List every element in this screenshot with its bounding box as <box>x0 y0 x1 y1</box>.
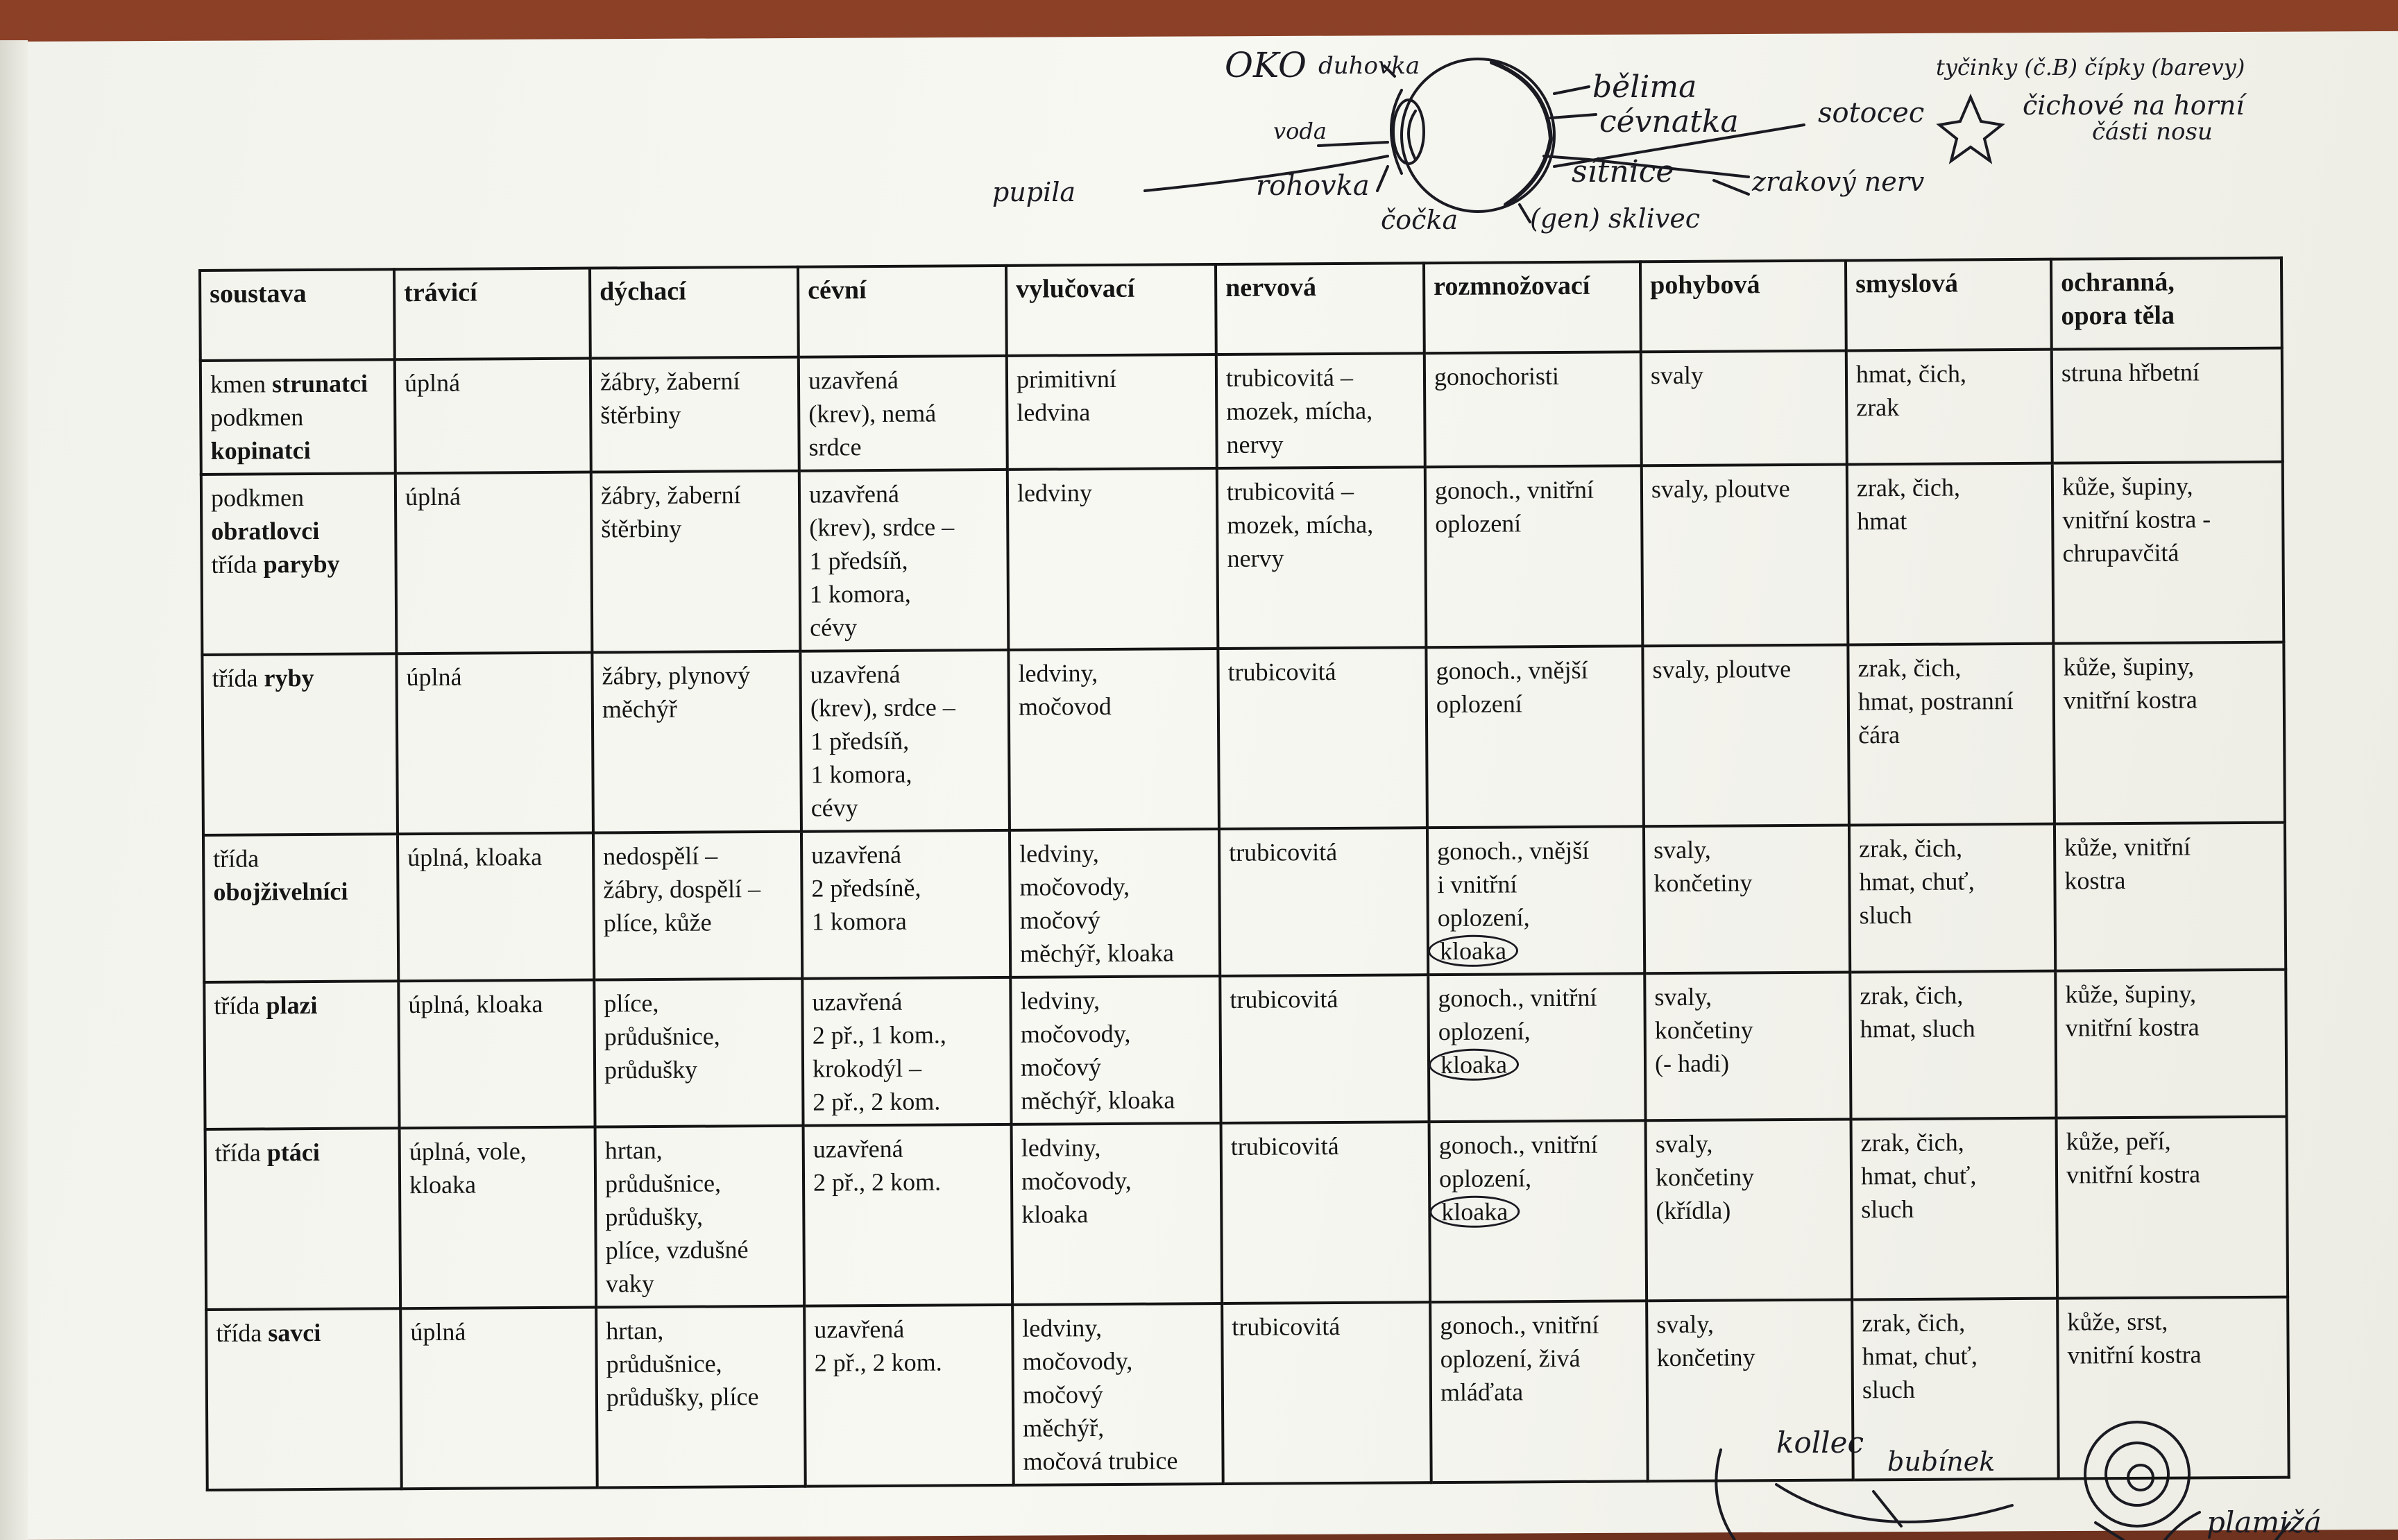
table-cell: žábry, plynový měchýř <box>592 651 801 833</box>
table-cell: úplná <box>396 653 593 835</box>
note-casti-nosu: části nosu <box>2092 118 2213 146</box>
table-cell: trubicovitá <box>1221 1122 1431 1303</box>
note-tycinky: tyčinky (č.B) čípky (barevy) <box>1936 54 2245 80</box>
eye-title: OKO <box>1225 45 1307 85</box>
ear-label-bubinek: bubínek <box>1887 1446 1996 1477</box>
circled-word: kloaka <box>1429 1048 1519 1081</box>
table-cell: kůže, šupiny, vnitřní kostra - chrupavčitá <box>2052 462 2284 644</box>
table-cell: zrak, čich, hmat, chuť, sluch <box>1849 824 2055 973</box>
header-cell: ochranná, opora těla <box>2051 258 2282 350</box>
table-cell: svaly, ploutve <box>1642 464 1848 646</box>
table-cell: uzavřená 2 př., 2 kom. <box>804 1305 1014 1487</box>
table-cell: uzavřená 2 př., 2 kom. <box>803 1124 1013 1306</box>
eye-label-sitnice: sítnice <box>1572 154 1674 189</box>
table-cell: plíce, průdušnice, průdušky <box>594 979 803 1127</box>
eye-label-duhovka: duhovka <box>1318 52 1420 80</box>
table-cell: hrtan, průdušnice, průdušky, plíce, vzdušné vaky <box>595 1126 805 1308</box>
header-cell: pohybová <box>1640 260 1846 352</box>
table-cell: kůže, peří, vnitřní kostra <box>2057 1117 2288 1299</box>
table-cell: svaly, končetiny (křídla) <box>1646 1119 1853 1301</box>
table-cell: svaly <box>1641 350 1847 465</box>
table-cell: kůže, vnitřní kostra <box>2055 823 2286 971</box>
table-cell: trubicovitá – mozek, mícha, nervy <box>1217 467 1427 649</box>
ear-label-plamiza: plamižá <box>2206 1505 2322 1539</box>
table-row <box>202 642 2285 835</box>
table-cell: úplná, kloaka <box>398 833 594 982</box>
table-header-row <box>200 258 2282 361</box>
eye-label-pupila: pupila <box>992 177 1076 207</box>
table-cell: kůže, srst, vnitřní kostra <box>2057 1297 2289 1479</box>
table-body <box>201 348 2289 1490</box>
table-cell: trubicovitá <box>1220 975 1429 1123</box>
table-cell: ledviny <box>1007 468 1218 650</box>
table-cell: gonoch., vnější oplození <box>1426 646 1644 828</box>
table-cell: gonoch., vnitřní oplození, kloaka <box>1429 1120 1647 1302</box>
circled-word: kloaka <box>1429 1195 1520 1228</box>
header-cell: smyslová <box>1846 259 2052 351</box>
table-cell: ledviny, močovody, močový měchýř, kloaka <box>1010 976 1221 1124</box>
header-cell: vylučovací <box>1006 264 1216 356</box>
table-cell: trubicovitá <box>1222 1302 1431 1484</box>
table-cell: svaly, končetiny <box>1644 825 1850 973</box>
table-cell: gonochoristi <box>1425 352 1642 467</box>
table-row <box>201 348 2283 474</box>
taxon-cell: podkmen obratlovci třída paryby <box>201 473 397 655</box>
table-cell: trubicovitá <box>1218 647 1427 829</box>
header-cell: nervová <box>1216 263 1425 354</box>
table-cell: gonoch., vnitřní oplození <box>1425 465 1643 647</box>
table-row <box>203 823 2286 982</box>
table-cell: úplná <box>396 472 593 654</box>
table-cell: ledviny, močovody, kloaka <box>1012 1123 1223 1305</box>
eye-label-voda: voda <box>1273 118 1327 144</box>
table-cell: gonoch., vnitřní oplození, kloaka <box>1428 973 1645 1122</box>
eye-label-sklivec: (gen) sklivec <box>1530 203 1701 234</box>
ear-label-kollec: kollec <box>1776 1426 1864 1460</box>
taxon-cell: třída savci <box>206 1308 402 1490</box>
table-cell: úplná, kloaka <box>398 980 595 1129</box>
header-cell: dýchací <box>590 267 799 359</box>
table-cell: trubicovitá – mozek, mícha, nervy <box>1216 353 1425 468</box>
table-cell: žábry, žaberní štěrbiny <box>591 471 801 653</box>
table-cell: hmat, čich, zrak <box>1846 350 2052 465</box>
table-cell: žábry, žaberní štěrbiny <box>590 357 799 472</box>
organ-systems-table <box>198 257 2290 1491</box>
table-cell: úplná <box>395 359 591 474</box>
table-cell: kůže, šupiny, vnitřní kostra <box>2053 642 2285 824</box>
table-cell: svaly, končetiny <box>1647 1299 1853 1481</box>
table-cell: svaly, ploutve <box>1642 644 1849 826</box>
table-cell: uzavřená (krev), srdce – 1 předsíň, 1 komora, cévy <box>799 470 1009 651</box>
table-cell: svaly, končetiny (- hadi) <box>1644 972 1851 1120</box>
table-cell: uzavřená 2 předsíně, 1 komora <box>801 830 1010 979</box>
paper-edge <box>0 40 28 1540</box>
taxon-cell: třída ryby <box>202 653 398 835</box>
table-cell: primitivní ledvina <box>1007 354 1217 470</box>
table-cell: gonoch., vnější i vnitřní oplození, kloaka <box>1427 826 1644 975</box>
table-cell: zrak, čich, hmat, postranní čára <box>1848 644 2055 825</box>
table-cell: hrtan, průdušnice, průdušky, plíce <box>596 1306 806 1488</box>
table-cell: ledviny, močovody, močový měchýř, močová trubice <box>1012 1303 1223 1485</box>
table-cell: gonoch., vnitřní oplození, živá mláďata <box>1430 1301 1648 1482</box>
header-cell: soustava <box>200 269 395 361</box>
taxon-cell: kmen strunatci podkmen kopinatci <box>201 359 396 474</box>
header-cell: cévní <box>798 266 1007 357</box>
table-row <box>201 462 2284 655</box>
table-cell: úplná, vole, kloaka <box>400 1127 597 1309</box>
header-cell: trávicí <box>394 268 590 360</box>
eye-label-belima: bělima <box>1592 69 1697 105</box>
circled-word: kloaka <box>1428 934 1518 967</box>
eye-label-rohovka: rohovka <box>1256 170 1370 202</box>
table-row <box>206 1297 2289 1490</box>
table-cell: struna hřbetní <box>2052 348 2283 463</box>
table-cell: zrak, čich, hmat, chuť, sluch <box>1852 1299 2059 1480</box>
header-cell: rozmnožovací <box>1424 262 1641 353</box>
eye-label-cocka: čočka <box>1381 205 1459 235</box>
table-cell: zrak, čich, hmat, chuť, sluch <box>1851 1118 2058 1300</box>
table-cell: nedospělí – žábry, dospělí – plíce, kůže <box>593 832 802 980</box>
smell-label: sotocec <box>1818 97 1925 129</box>
eye-label-cevnatka: cévnatka <box>1599 104 1739 139</box>
table-cell: ledviny, močovody, močový měchýř, kloaka <box>1010 829 1220 977</box>
table-row <box>205 1117 2288 1310</box>
table-cell: uzavřená 2 př., 1 kom., krokodýl – 2 př., 2 kom. <box>802 977 1011 1126</box>
table-cell: zrak, čich, hmat, sluch <box>1850 971 2056 1120</box>
table-cell: kůže, šupiny, vnitřní kostra <box>2055 970 2286 1118</box>
taxon-cell: třída plazi <box>204 981 399 1129</box>
table-cell: ledviny, močovod <box>1008 649 1219 830</box>
table-cell: uzavřená (krev), srdce – 1 předsíň, 1 komora, cévy <box>800 650 1010 832</box>
table-cell: trubicovitá <box>1219 828 1428 976</box>
table-row <box>204 970 2286 1129</box>
eye-label-zrakovy-nerv: zrakový nerv <box>1752 166 1925 197</box>
table-cell: uzavřená (krev), nemá srdce <box>799 356 1007 471</box>
taxon-cell: třída ptáci <box>205 1128 401 1310</box>
table-cell: zrak, čich, hmat <box>1847 463 2054 645</box>
note-cichove: čichové na horní <box>2023 90 2245 121</box>
table-cell: úplná <box>400 1308 597 1489</box>
taxon-cell: třída obojživelníci <box>203 834 398 982</box>
